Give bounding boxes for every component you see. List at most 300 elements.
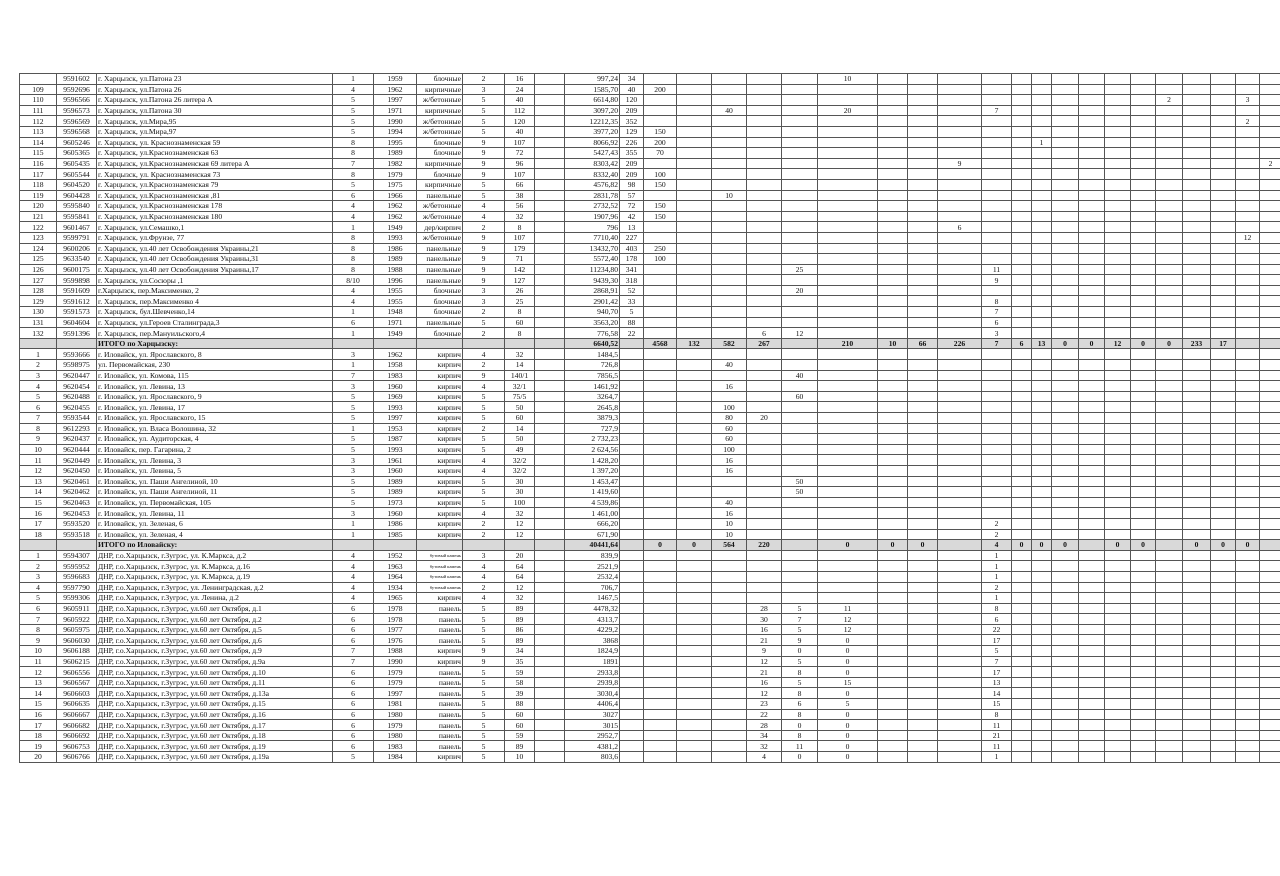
area-cell: 796 <box>565 222 620 233</box>
address-cell: г. Иловайск, ул. Левина, 11 <box>97 508 333 519</box>
empty-cell <box>535 243 565 254</box>
value-cell <box>1260 709 1280 720</box>
entrances-cell: 9 <box>463 254 505 265</box>
value-cell <box>878 635 908 646</box>
table-row <box>20 370 1280 381</box>
value-cell <box>1131 688 1156 699</box>
value-cell <box>1105 465 1131 476</box>
value-cell <box>782 455 818 466</box>
row-number-cell: 15 <box>20 699 57 710</box>
value-cell <box>1260 232 1280 243</box>
row-number-cell: 119 <box>20 190 57 201</box>
value-cell <box>1236 603 1260 614</box>
value-cell <box>747 105 782 116</box>
table-row <box>20 699 1280 710</box>
entrances-cell: 9 <box>463 370 505 381</box>
value-cell <box>1183 677 1211 688</box>
value-cell <box>1211 381 1236 392</box>
apartments-cell: 179 <box>505 243 535 254</box>
value-cell <box>1052 582 1079 593</box>
value-cell <box>878 169 908 180</box>
value-cell <box>620 550 644 561</box>
row-number-cell: 5 <box>20 391 57 402</box>
value-cell <box>908 179 938 190</box>
value-cell <box>1032 328 1052 339</box>
table-row <box>20 148 1280 159</box>
value-cell <box>1183 518 1211 529</box>
value-cell <box>620 423 644 434</box>
area-cell: 2 732,23 <box>565 434 620 445</box>
value-cell <box>1211 95 1236 106</box>
value-cell: 9 <box>747 646 782 657</box>
value-cell <box>1032 264 1052 275</box>
value-cell <box>620 370 644 381</box>
row-number-cell: 113 <box>20 126 57 137</box>
value-cell <box>982 179 1012 190</box>
value-cell <box>1183 603 1211 614</box>
value-cell <box>1260 508 1280 519</box>
value-cell <box>1105 296 1131 307</box>
value-cell <box>1032 497 1052 508</box>
table-row <box>20 582 1280 593</box>
area-cell: 666,20 <box>565 518 620 529</box>
table-row <box>20 391 1280 402</box>
value-cell: 209 <box>620 169 644 180</box>
value-cell <box>908 169 938 180</box>
value-cell <box>1032 317 1052 328</box>
value-cell <box>1211 317 1236 328</box>
value-cell <box>782 148 818 159</box>
entrances-cell: 2 <box>463 582 505 593</box>
value-cell <box>1211 656 1236 667</box>
table-row <box>20 444 1280 455</box>
value-cell <box>1156 413 1183 424</box>
row-number-cell: 131 <box>20 317 57 328</box>
table-row <box>20 179 1280 190</box>
value-cell <box>1211 508 1236 519</box>
empty-cell <box>535 741 565 752</box>
value-cell <box>677 222 712 233</box>
value-cell <box>1131 508 1156 519</box>
year-built-cell: 1978 <box>374 614 417 625</box>
value-cell <box>712 211 747 222</box>
row-number-cell: 6 <box>20 603 57 614</box>
value-cell <box>782 593 818 604</box>
value-cell <box>1156 741 1183 752</box>
value-cell <box>1105 720 1131 731</box>
row-number-cell: 114 <box>20 137 57 148</box>
value-cell <box>1131 455 1156 466</box>
value-cell <box>1211 455 1236 466</box>
value-cell <box>908 582 938 593</box>
value-cell <box>1079 116 1105 127</box>
value-cell: 0 <box>818 730 878 741</box>
value-cell <box>1236 105 1260 116</box>
area-cell: 1467,5 <box>565 593 620 604</box>
value-cell <box>620 656 644 667</box>
value-cell <box>1012 317 1032 328</box>
wall-material-cell: бутовый камень <box>417 582 463 593</box>
wall-material-cell: панель <box>417 709 463 720</box>
address-cell: г. Харцызск, ул.Мира,95 <box>97 116 333 127</box>
value-cell: 150 <box>644 211 677 222</box>
value-cell <box>878 179 908 190</box>
value-cell <box>1183 74 1211 85</box>
value-cell <box>982 381 1012 392</box>
value-cell <box>1052 667 1079 678</box>
value-cell <box>1105 656 1131 667</box>
area-cell: 1585,70 <box>565 84 620 95</box>
value-cell <box>1012 296 1032 307</box>
value-cell <box>818 434 878 445</box>
value-cell <box>1032 275 1052 286</box>
value-cell <box>1131 360 1156 371</box>
value-cell <box>747 126 782 137</box>
value-cell <box>982 487 1012 498</box>
value-cell <box>1032 635 1052 646</box>
value-cell <box>1105 243 1131 254</box>
entrances-cell: 9 <box>463 137 505 148</box>
wall-material-cell: панель <box>417 624 463 635</box>
value-cell <box>938 614 982 625</box>
value-cell <box>1156 497 1183 508</box>
value-cell <box>1156 444 1183 455</box>
empty-cell <box>535 105 565 116</box>
floors-cell: 1 <box>333 328 374 339</box>
wall-material-cell: дер/кирпич <box>417 222 463 233</box>
year-built-cell: 1971 <box>374 105 417 116</box>
value-cell <box>1211 232 1236 243</box>
value-cell: 5 <box>982 646 1012 657</box>
entrances-cell: 5 <box>463 476 505 487</box>
value-cell <box>1105 699 1131 710</box>
entrances-cell: 3 <box>463 296 505 307</box>
address-cell: г. Харцызск, ул.40 лет Освобождения Украины,21 <box>97 243 333 254</box>
value-cell <box>712 677 747 688</box>
wall-material-cell: кирпичные <box>417 158 463 169</box>
year-built-cell: 1965 <box>374 593 417 604</box>
value-cell <box>1260 95 1280 106</box>
value-cell <box>818 370 878 381</box>
address-cell: г. Харцызск, ул.40 лет Освобождения Украины,31 <box>97 254 333 265</box>
address-cell: ДНР, г.о.Харцызск, г.Зугрэс, ул.60 лет Октября, д.9 <box>97 646 333 657</box>
value-cell <box>1156 614 1183 625</box>
apartments-cell: 58 <box>505 677 535 688</box>
empty-cell <box>535 455 565 466</box>
object-id-cell: 9605922 <box>57 614 97 625</box>
value-cell <box>782 317 818 328</box>
value-cell <box>1260 105 1280 116</box>
value-cell <box>908 285 938 296</box>
wall-material-cell: кирпичные <box>417 84 463 95</box>
value-cell <box>908 487 938 498</box>
value-cell <box>782 508 818 519</box>
value-cell <box>1131 296 1156 307</box>
value-cell <box>878 243 908 254</box>
wall-material-cell: кирпич <box>417 434 463 445</box>
entrances-cell: 5 <box>463 402 505 413</box>
value-cell: 10 <box>818 74 878 85</box>
value-cell <box>1211 593 1236 604</box>
area-cell: 4313,7 <box>565 614 620 625</box>
area-cell: 4229,2 <box>565 624 620 635</box>
value-cell <box>1079 275 1105 286</box>
value-cell <box>982 232 1012 243</box>
value-cell <box>1012 116 1032 127</box>
apartments-cell: 20 <box>505 550 535 561</box>
value-cell <box>908 148 938 159</box>
empty-cell <box>535 137 565 148</box>
value-cell <box>1032 169 1052 180</box>
value-cell <box>908 232 938 243</box>
row-number-cell: 1 <box>20 349 57 360</box>
entrances-cell: 9 <box>463 275 505 286</box>
address-cell: ДНР, г.о.Харцызск, г.Зугрэс, ул. Ленина, д.2 <box>97 593 333 604</box>
entrances-cell: 5 <box>463 614 505 625</box>
value-cell <box>878 455 908 466</box>
value-cell: 16 <box>712 465 747 476</box>
year-built-cell: 1983 <box>374 370 417 381</box>
value-cell: 34 <box>747 730 782 741</box>
value-cell <box>1105 116 1131 127</box>
value-cell <box>1105 201 1131 212</box>
value-cell <box>818 137 878 148</box>
value-cell <box>1052 709 1079 720</box>
value-cell <box>1012 413 1032 424</box>
value-cell <box>1131 169 1156 180</box>
value-cell <box>620 603 644 614</box>
value-cell <box>620 699 644 710</box>
area-cell: 726,8 <box>565 360 620 371</box>
entrances-cell: 4 <box>463 455 505 466</box>
floors-cell: 1 <box>333 74 374 85</box>
value-cell <box>1079 148 1105 159</box>
value-cell <box>644 105 677 116</box>
value-cell <box>1079 720 1105 731</box>
value-cell <box>782 169 818 180</box>
value-cell: 12 <box>818 614 878 625</box>
wall-material-cell: бутовый камень <box>417 561 463 572</box>
wall-material-cell: кирпич <box>417 752 463 763</box>
value-cell <box>712 148 747 159</box>
value-cell <box>1183 201 1211 212</box>
entrances-cell: 9 <box>463 169 505 180</box>
table-row <box>20 158 1280 169</box>
value-cell <box>620 677 644 688</box>
floors-cell: 5 <box>333 487 374 498</box>
floors-cell: 5 <box>333 497 374 508</box>
value-cell <box>982 148 1012 159</box>
value-cell <box>712 158 747 169</box>
value-cell <box>782 222 818 233</box>
value-cell <box>818 360 878 371</box>
apartments-cell: 112 <box>505 105 535 116</box>
row-number-cell <box>20 74 57 85</box>
table-row <box>20 413 1280 424</box>
empty-cell <box>374 540 417 551</box>
value-cell <box>1131 84 1156 95</box>
table-row <box>20 465 1280 476</box>
value-cell <box>982 84 1012 95</box>
value-cell <box>1079 74 1105 85</box>
value-cell <box>1211 529 1236 540</box>
value-cell <box>712 550 747 561</box>
entrances-cell: 5 <box>463 709 505 720</box>
value-cell <box>908 752 938 763</box>
empty-cell <box>535 497 565 508</box>
value-cell <box>1211 264 1236 275</box>
value-cell <box>782 211 818 222</box>
floors-cell: 5 <box>333 444 374 455</box>
value-cell <box>1260 370 1280 381</box>
value-cell: 200 <box>644 84 677 95</box>
value-cell <box>1105 561 1131 572</box>
entrances-cell: 9 <box>463 243 505 254</box>
floors-cell: 3 <box>333 508 374 519</box>
empty-cell <box>535 232 565 243</box>
value-cell <box>712 391 747 402</box>
value-cell <box>1032 624 1052 635</box>
value-cell <box>1156 476 1183 487</box>
value-cell <box>818 550 878 561</box>
value-cell <box>677 434 712 445</box>
value-cell <box>878 328 908 339</box>
value-cell <box>1012 497 1032 508</box>
value-cell <box>1183 222 1211 233</box>
area-cell: 7710,40 <box>565 232 620 243</box>
wall-material-cell: панельные <box>417 190 463 201</box>
value-cell <box>712 179 747 190</box>
apartments-cell: 16 <box>505 74 535 85</box>
table-row <box>20 95 1280 106</box>
value-cell <box>938 423 982 434</box>
object-id-cell: 9601467 <box>57 222 97 233</box>
apartments-cell: 66 <box>505 179 535 190</box>
total-value: 12 <box>1105 338 1131 349</box>
address-cell: г. Иловайск, ул. Ярославского, 15 <box>97 413 333 424</box>
value-cell <box>938 465 982 476</box>
value-cell <box>1156 158 1183 169</box>
value-cell <box>1052 635 1079 646</box>
value-cell <box>644 360 677 371</box>
empty-cell <box>535 667 565 678</box>
value-cell <box>1012 360 1032 371</box>
value-cell <box>1032 667 1052 678</box>
value-cell <box>908 74 938 85</box>
object-id-cell: 9620488 <box>57 391 97 402</box>
value-cell <box>644 635 677 646</box>
year-built-cell: 1949 <box>374 222 417 233</box>
value-cell: 16 <box>712 508 747 519</box>
table-row <box>20 296 1280 307</box>
floors-cell: 5 <box>333 752 374 763</box>
value-cell <box>1260 444 1280 455</box>
area-cell: 3027 <box>565 709 620 720</box>
value-cell <box>747 571 782 582</box>
value-cell <box>878 699 908 710</box>
value-cell <box>1131 370 1156 381</box>
value-cell <box>644 667 677 678</box>
empty-cell <box>535 614 565 625</box>
value-cell <box>1131 349 1156 360</box>
object-id-cell: 9599306 <box>57 593 97 604</box>
value-cell <box>1131 667 1156 678</box>
value-cell <box>1012 349 1032 360</box>
address-cell: г. Иловайск, ул. Комова, 115 <box>97 370 333 381</box>
value-cell <box>1079 635 1105 646</box>
value-cell <box>644 296 677 307</box>
object-id-cell: 9596573 <box>57 105 97 116</box>
value-cell <box>1032 413 1052 424</box>
year-built-cell: 1997 <box>374 413 417 424</box>
value-cell <box>1012 201 1032 212</box>
value-cell <box>938 444 982 455</box>
empty-cell <box>535 391 565 402</box>
value-cell <box>1183 624 1211 635</box>
value-cell <box>878 222 908 233</box>
value-cell <box>644 190 677 201</box>
value-cell: 150 <box>644 201 677 212</box>
value-cell <box>677 402 712 413</box>
value-cell: 209 <box>620 105 644 116</box>
floors-cell: 6 <box>333 614 374 625</box>
value-cell <box>1079 582 1105 593</box>
value-cell <box>1012 465 1032 476</box>
value-cell <box>908 730 938 741</box>
value-cell: 11 <box>982 264 1012 275</box>
value-cell <box>938 476 982 487</box>
empty-cell <box>535 571 565 582</box>
value-cell <box>878 349 908 360</box>
value-cell <box>1079 561 1105 572</box>
value-cell <box>1183 254 1211 265</box>
value-cell <box>782 95 818 106</box>
value-cell <box>908 243 938 254</box>
value-cell <box>620 646 644 657</box>
address-cell: г. Харцызск, ул.Краснознаменская ,81 <box>97 190 333 201</box>
value-cell <box>1211 550 1236 561</box>
value-cell: 100 <box>644 169 677 180</box>
value-cell <box>878 158 908 169</box>
object-id-cell: 9620444 <box>57 444 97 455</box>
year-built-cell: 1958 <box>374 360 417 371</box>
table-row <box>20 561 1280 572</box>
value-cell <box>782 561 818 572</box>
year-built-cell: 1976 <box>374 635 417 646</box>
value-cell <box>982 360 1012 371</box>
entrances-cell: 5 <box>463 497 505 508</box>
value-cell <box>1012 307 1032 318</box>
value-cell <box>938 296 982 307</box>
value-cell <box>1012 593 1032 604</box>
value-cell <box>1105 752 1131 763</box>
value-cell <box>818 317 878 328</box>
apartments-cell: 89 <box>505 614 535 625</box>
empty-cell <box>620 338 644 349</box>
apartments-cell: 59 <box>505 730 535 741</box>
apartments-cell: 39 <box>505 688 535 699</box>
value-cell <box>1105 381 1131 392</box>
row-number-cell: 121 <box>20 211 57 222</box>
value-cell <box>1236 720 1260 731</box>
entrances-cell: 5 <box>463 699 505 710</box>
area-cell: 4478,32 <box>565 603 620 614</box>
value-cell <box>644 465 677 476</box>
value-cell <box>677 137 712 148</box>
value-cell <box>982 158 1012 169</box>
value-cell <box>1012 720 1032 731</box>
empty-cell <box>535 116 565 127</box>
